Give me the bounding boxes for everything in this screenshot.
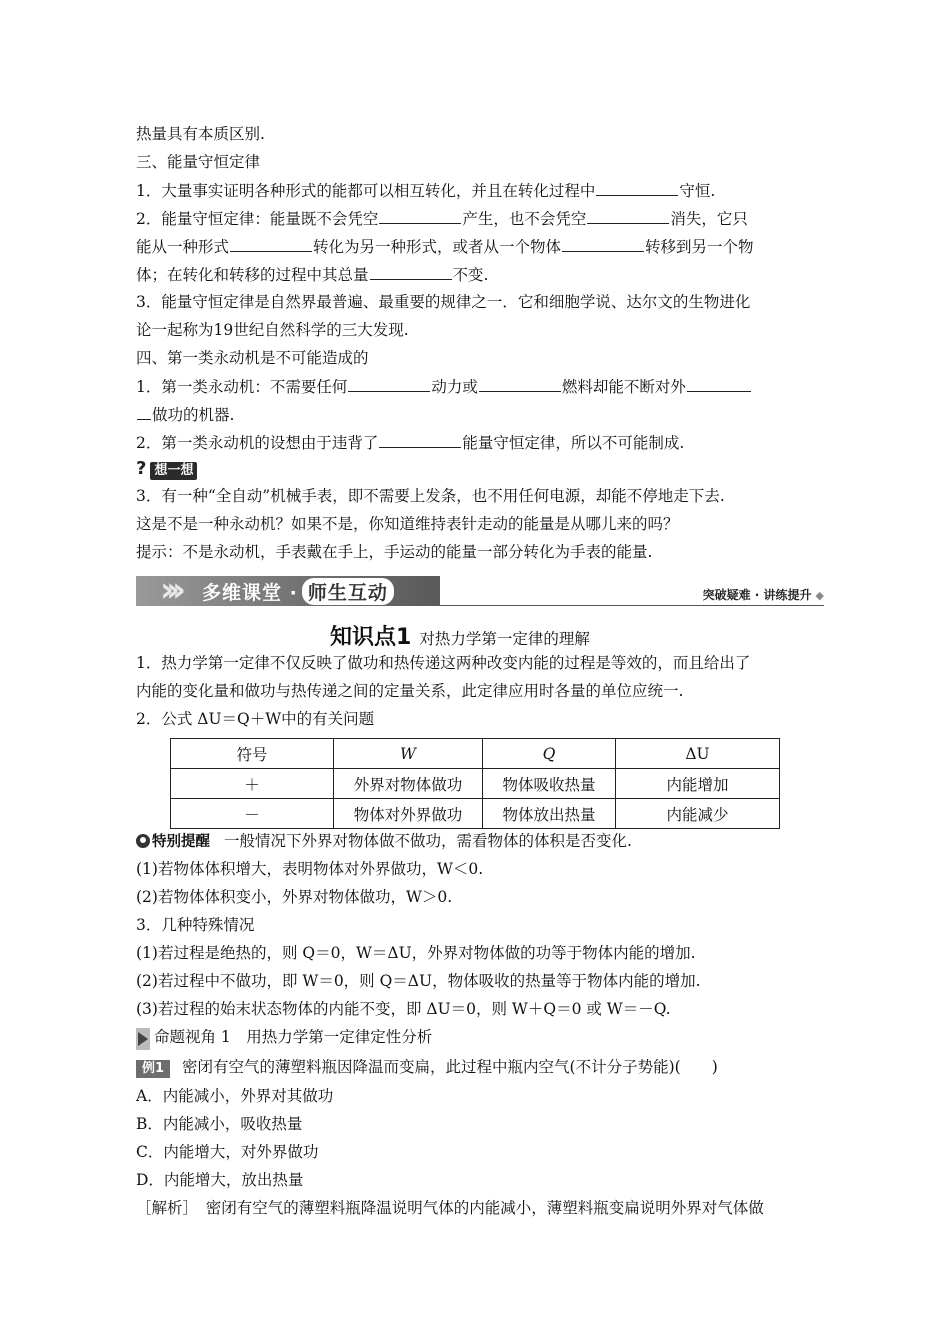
paragraph-line: (2)若物体体积变小，外界对物体做功，W＞0. (136, 888, 453, 906)
text-span: 2．能量守恒定律：能量既不会凭空 (136, 210, 379, 228)
table-cell: 物体放出热量 (483, 799, 616, 829)
table-header-cell: ΔU (616, 739, 780, 769)
text-span: 1．第一类永动机：不需要任何 (136, 378, 348, 396)
think-header (136, 458, 816, 480)
table-cell: － (171, 799, 334, 829)
paragraph-line (136, 375, 816, 398)
triangle-icon (138, 1032, 148, 1046)
table-cell: 内能减少 (616, 799, 780, 829)
paragraph-line: 3．能量守恒定律是自然界最普遍、最重要的规律之一．它和细胞学说、达尔文的生物进化 (136, 293, 751, 311)
table-cell: 物体吸收热量 (483, 769, 616, 799)
paragraph-line (136, 263, 816, 286)
fill-blank[interactable] (687, 375, 751, 392)
reminder-icon (136, 834, 150, 848)
option-line: D．内能增大，放出热量 (136, 1171, 304, 1189)
example-line (136, 1056, 816, 1078)
paragraph-line: 2．公式 ΔU＝Q＋W中的有关问题 (136, 710, 375, 728)
section-banner (136, 572, 824, 608)
think-badge: 想一想 (150, 462, 197, 480)
fill-blank[interactable] (562, 235, 644, 252)
paragraph-line: (2)若过程中不做功，即 W＝0，则 Q＝ΔU，物体吸收的热量等于物体内能的增加. (136, 972, 701, 990)
reminder-line (136, 830, 816, 853)
paragraph-line (136, 431, 816, 454)
banner-title-text: 多维课堂 · (202, 582, 298, 604)
option-line: B．内能减小，吸收热量 (136, 1115, 303, 1133)
section-heading: 四、第一类永动机是不可能造成的 (136, 349, 369, 367)
option-line: A．内能减小，外界对其做功 (136, 1087, 334, 1105)
example-badge: 例1 (136, 1060, 170, 1078)
paragraph-line (136, 179, 816, 202)
knowledge-point-title: 对热力学第一定律的理解 (419, 630, 590, 648)
text-span: 产生，也不会凭空 (462, 210, 587, 228)
reminder-label: 特别提醒 (152, 834, 210, 850)
table-header-cell: W (334, 739, 483, 769)
text-span: 能从一种形式 (136, 238, 230, 256)
chevron-icon: ››› (160, 570, 179, 610)
paragraph-line (136, 235, 816, 258)
fill-blank[interactable] (596, 179, 678, 196)
diamond-icon: ◆ (815, 589, 824, 602)
reminder-text: 一般情况下外界对物体做不做功，需看物体的体积是否变化. (224, 832, 632, 850)
table-cell: ＋ (171, 769, 334, 799)
paragraph-line: (3)若过程的始末状态物体的内能不变，即 ΔU＝0，则 W＋Q＝0 或 W＝－Q. (136, 1000, 671, 1018)
text-span: 1．大量事实证明各种形式的能都可以相互转化，并且在转化过程中 (136, 182, 596, 200)
text-span: 做功的机器. (152, 406, 235, 424)
divider (440, 605, 824, 606)
paragraph-line: 内能的变化量和做功与热传递之间的定量关系，此定律应用时各量的单位应统一. (136, 682, 684, 700)
table-cell: 内能增加 (616, 769, 780, 799)
banner-subtitle-text: 突破疑难 · 讲练提升 (702, 588, 812, 602)
text-span: 动力或 (431, 378, 478, 396)
banner-subtitle (703, 586, 824, 603)
option-line: C．内能增大，对外界做功 (136, 1143, 319, 1161)
table-cell: 外界对物体做功 (334, 769, 483, 799)
table-row (171, 799, 780, 829)
text-span: 守恒. (679, 182, 716, 200)
text-span: 燃料却能不断对外 (561, 378, 686, 396)
paragraph-line (136, 207, 816, 230)
table-cell: 物体对外界做功 (334, 799, 483, 829)
text-line: 热量具有本质区别. (136, 125, 265, 143)
angle-text: 命题视角 1 用热力学第一定律定性分析 (154, 1028, 433, 1046)
paragraph-line (136, 403, 816, 426)
knowledge-point-label: 知识点1 (330, 625, 412, 650)
question-line: 3．有一种“全自动”机械手表，即不需要上发条，也不用任何电源，却能不停地走下去. (136, 487, 725, 505)
example-stem: 密闭有空气的薄塑料瓶因降温而变扁，此过程中瓶内空气(不计分子势能)( ) (182, 1058, 718, 1076)
fill-blank[interactable] (230, 235, 312, 252)
section-heading: 三、能量守恒定律 (136, 153, 261, 171)
paragraph-line: 1．热力学第一定律不仅反映了做功和热传递这两种改变内能的过程是等效的，而且给出了 (136, 654, 751, 672)
fill-blank[interactable] (587, 207, 669, 224)
table-header-cell: Q (483, 739, 616, 769)
table-row (171, 769, 780, 799)
knowledge-point-heading (330, 620, 590, 651)
fill-blank[interactable] (370, 263, 452, 280)
text-span: 消失，它只 (670, 210, 748, 228)
text-span: 2．第一类永动机的设想由于违背了 (136, 434, 379, 452)
fill-blank[interactable] (479, 375, 561, 392)
text-span: 能量守恒定律，所以不可能制成. (462, 434, 685, 452)
paragraph-line: 论一起称为19世纪自然科学的三大发现. (136, 321, 409, 339)
paragraph-line: 3．几种特殊情况 (136, 916, 255, 934)
paragraph-line: (1)若过程是绝热的，则 Q＝0，W＝ΔU，外界对物体做的功等于物体内能的增加. (136, 944, 696, 962)
text-span: 转化为另一种形式，或者从一个物体 (313, 238, 562, 256)
hint-line: 提示：不是永动机，手表戴在手上，手运动的能量一部分转化为手表的能量. (136, 543, 653, 561)
play-icon (136, 1028, 150, 1050)
analysis-line: ［解析］ 密闭有空气的薄塑料瓶降温说明气体的内能减小，薄塑料瓶变扁说明外界对气体做 (136, 1199, 764, 1217)
banner-title (202, 578, 394, 605)
text-span: 体；在转化和转移的过程中其总量 (136, 266, 369, 284)
text-span: 转移到另一个物 (645, 238, 754, 256)
text-span: 不变. (452, 266, 489, 284)
banner-title-pill: 师生互动 (302, 578, 394, 605)
question-mark-icon: ? (136, 458, 147, 479)
angle-line (136, 1026, 816, 1050)
table-header-cell: 符号 (171, 739, 334, 769)
sign-table (170, 738, 780, 829)
fill-blank[interactable] (137, 403, 151, 420)
fill-blank[interactable] (379, 431, 461, 448)
fill-blank[interactable] (348, 375, 430, 392)
paragraph-line: (1)若物体体积增大，表明物体对外界做功，W＜0. (136, 860, 484, 878)
question-line: 这是不是一种永动机？如果不是，你知道维持表针走动的能量是从哪儿来的吗？ (136, 515, 679, 533)
fill-blank[interactable] (379, 207, 461, 224)
table-header-row (171, 739, 780, 769)
